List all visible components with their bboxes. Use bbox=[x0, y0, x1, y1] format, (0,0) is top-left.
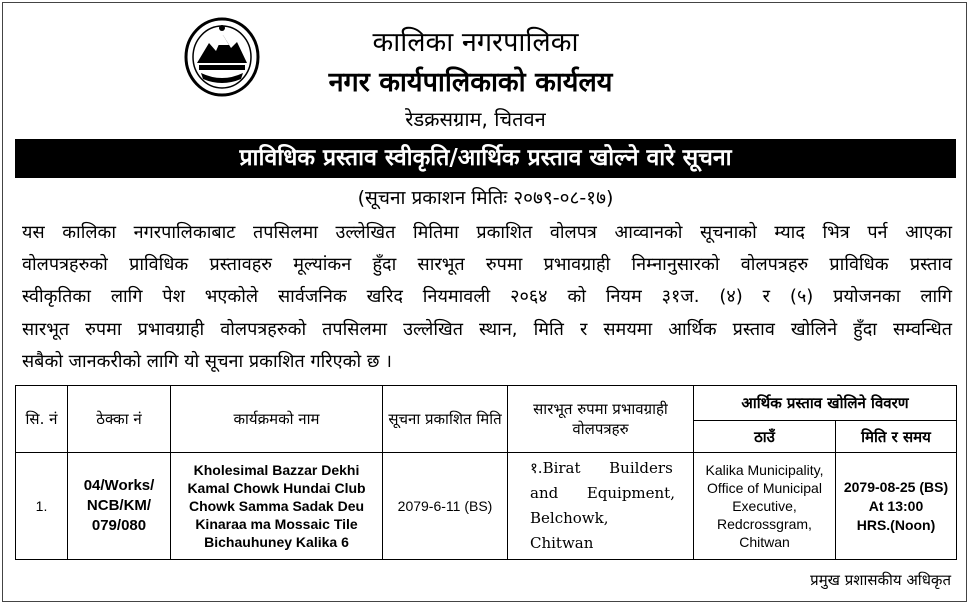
header-notice-date: सूचना प्रकाशित मिति bbox=[383, 386, 508, 453]
date-time-line: At 13:00 bbox=[868, 497, 924, 514]
body-line-4: सारभूत रुपमा प्रभावग्राही वोलपत्रहरुको तपसिलमा उल्लेखित स्थान, मिति र समयमा आर्थिक प्रस्ताव खोलिने हुँदा सम्वन्धित bbox=[22, 319, 952, 340]
office-name: नगर कार्यपालिकाको कार्यलय bbox=[328, 67, 613, 98]
office-address: रेडक्रसग्राम, चितवन bbox=[405, 107, 546, 131]
header-date-time: मिति र समय bbox=[836, 421, 957, 453]
cell-notice-date: 2079-6-11 (BS) bbox=[383, 453, 508, 560]
date-time-line: HRS.(Noon) bbox=[856, 516, 936, 533]
contract-no-line: NCB/KM/ bbox=[86, 497, 152, 514]
contract-no-line: 079/080 bbox=[91, 517, 147, 534]
place-line: Kalika Municipality, bbox=[705, 462, 824, 478]
bidder-line: Chitwan bbox=[530, 534, 594, 552]
place-line: Redcrossgram, bbox=[717, 516, 812, 532]
cell-place bbox=[694, 453, 836, 560]
header-sn: सि. नं bbox=[16, 386, 68, 453]
bidder-line: and Equipment, bbox=[530, 484, 675, 502]
date-time-line: 2079-08-25 (BS) bbox=[843, 478, 949, 495]
table-row bbox=[16, 453, 957, 560]
cell-contract-no bbox=[68, 453, 171, 560]
cell-date-time bbox=[836, 453, 957, 560]
signature-title: प्रमुख प्रशासकीय अधिकृत bbox=[810, 571, 951, 589]
municipality-name: कालिका नगरपालिका bbox=[372, 27, 579, 58]
program-name-line: Kholesimal Bazzar Dekhi bbox=[193, 462, 360, 478]
contract-no-line: 04/Works/ bbox=[83, 477, 155, 494]
place-line: Chitwan bbox=[739, 534, 790, 550]
cell-bidder bbox=[508, 453, 694, 560]
program-name-line: Kinaraa ma Mossaic Tile bbox=[195, 516, 358, 532]
publication-date: (सूचना प्रकाशन मितिः २०७९-०८-१७) bbox=[357, 187, 614, 209]
body-line-1: यस कालिका नगरपालिकाबाट तपसिलमा उल्लेखित मितिमा प्रकाशित वोलपत्र आव्वानको सूचनाको म्याद भित्र पर्न आएका bbox=[22, 222, 952, 243]
header-financial-opening: आर्थिक प्रस्ताव खोलिने विवरण bbox=[694, 386, 957, 421]
header-contract-no: ठेक्का नं bbox=[68, 386, 171, 453]
body-line-2: वोलपत्रहरुको प्राविधिक प्रस्तावहरु मूल्यांकन हुँदा सारभूत रुपमा प्रभावग्राही निम्नानुसारको वोलपत्रहरु प्राविधिक प्रस्ताव bbox=[22, 254, 952, 275]
place-line: Office of Municipal bbox=[707, 480, 822, 496]
bidder-line: Belchowk, bbox=[530, 509, 609, 527]
cell-sn: 1. bbox=[16, 453, 68, 560]
header-responsive-bidders: सारभूत रुपमा प्रभावग्राही वोलपत्रहरु bbox=[508, 386, 694, 453]
cell-program-name bbox=[171, 453, 383, 560]
place-line: Executive, bbox=[732, 498, 797, 514]
notice-title-banner: प्राविधिक प्रस्ताव स्वीकृति/आर्थिक प्रस्ताव खोल्ने वारे सूचना bbox=[15, 139, 956, 178]
program-name-line: Bichauhuney Kalika 6 bbox=[204, 534, 349, 550]
bid-table bbox=[15, 385, 957, 560]
program-name-line: Kamal Chowk Hundai Club bbox=[187, 480, 366, 496]
program-name-line: Chowk Samma Sadak Deu bbox=[188, 498, 365, 514]
header-place: ठाउँ bbox=[694, 421, 836, 453]
bidder-line: १.Birat Builders bbox=[530, 459, 673, 477]
body-line-5: सबैको जानकरीको लागि यो सूचना प्रकाशित गरिएको छ । bbox=[22, 351, 392, 372]
body-line-3: स्वीकृतिका लागि पेश भएकोले सार्वजनिक खरिद नियमावली २०६४ को नियम ३१ज. (४) र (५) प्रयोजनका लागि bbox=[22, 286, 952, 307]
header-program-name: कार्यक्रमको नाम bbox=[171, 386, 383, 453]
table-header-row bbox=[16, 386, 957, 421]
